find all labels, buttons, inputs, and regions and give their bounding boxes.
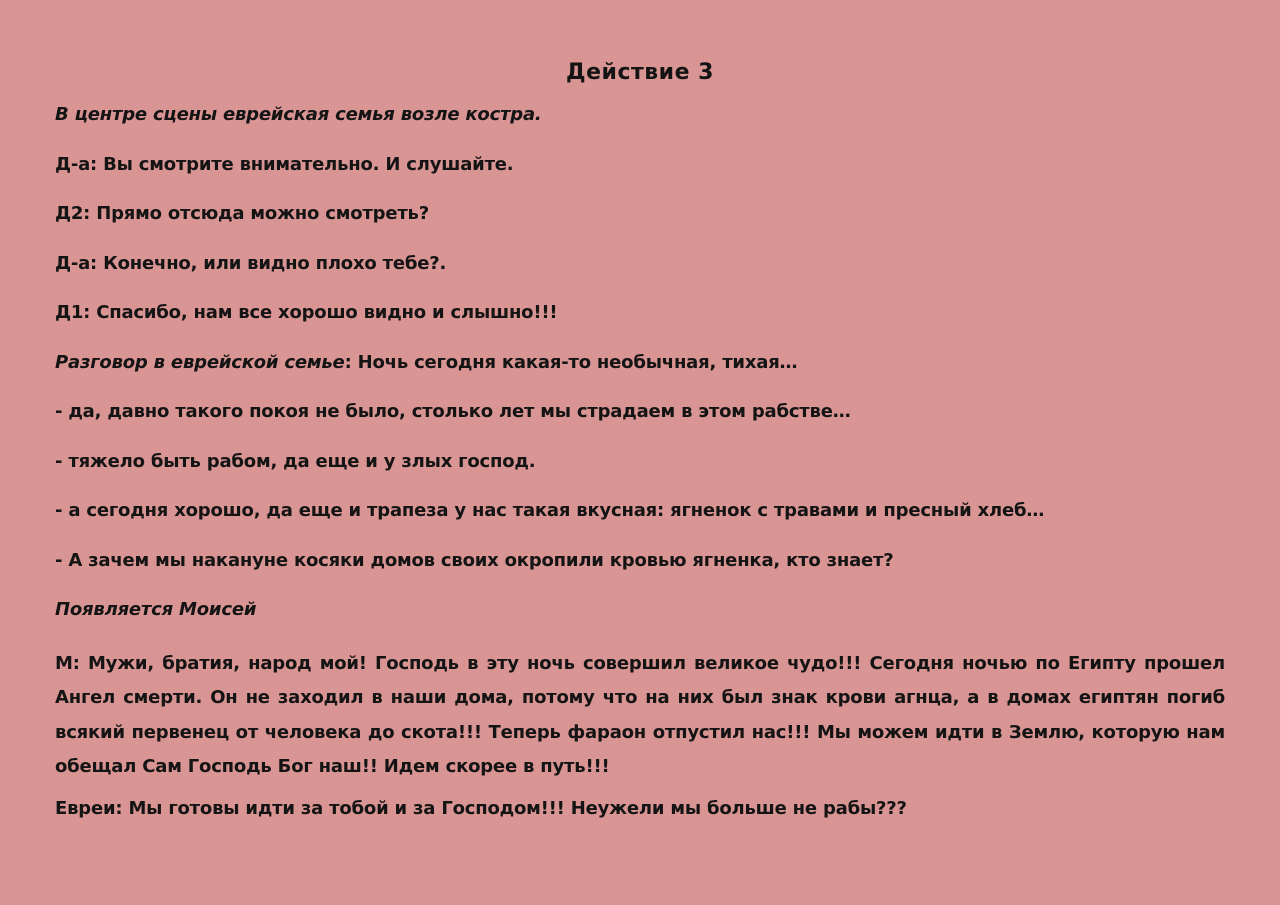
dialogue-line: - тяжело быть рабом, да еще и у злых господ. bbox=[55, 450, 536, 472]
stage-direction: В центре сцены еврейская семья возле костра. bbox=[55, 104, 542, 125]
conversation-text: : Ночь сегодня какая-то необычная, тихая… bbox=[344, 351, 798, 373]
dialogue-line: Д-а: Конечно, или видно плохо тебе?. bbox=[55, 252, 447, 274]
page-title: Действие 3 bbox=[566, 60, 714, 85]
dialogue-line: Д2: Прямо отсюда можно смотреть? bbox=[55, 203, 429, 224]
conversation-line bbox=[55, 350, 1225, 376]
dialogue-line: - а сегодня хорошо, да еще и трапеза у нас такая вкусная: ягненок с травами и пресный хлеб… bbox=[55, 500, 1045, 521]
jews-reply: Евреи: Мы готовы идти за тобой и за Господом!!! Неужели мы больше не рабы??? bbox=[55, 797, 907, 819]
dialogue-line: Д1: Спасибо, нам все хорошо видно и слышно!!! bbox=[55, 302, 558, 323]
moses-speech: М: Мужи, братия, народ мой! Господь в эту ночь совершил великое чудо!!! Сегодня ночью по Египту прошел Ангел смерти. Он не заходил в наши дома, потому что на них был знак крови агнца, а в домах египтян погиб всякий первенец от человека до скота!!! Теперь фараон отпустил нас!!! Мы можем идти в Землю, которую нам обещал Сам Господь Бог наш!! Идем скорее в путь!!! bbox=[55, 652, 1225, 777]
dialogue-line: Д-а: Вы смотрите внимательно. И слушайте. bbox=[55, 153, 514, 175]
dialogue-line: - да, давно такого покоя не было, столько лет мы страдаем в этом рабстве… bbox=[55, 401, 851, 422]
conversation-lead: Разговор в еврейской семье bbox=[55, 351, 345, 373]
dialogue-line: - А зачем мы накануне косяки домов своих окропили кровью ягненка, кто знает? bbox=[55, 549, 894, 571]
stage-direction: Появляется Моисей bbox=[55, 599, 257, 620]
